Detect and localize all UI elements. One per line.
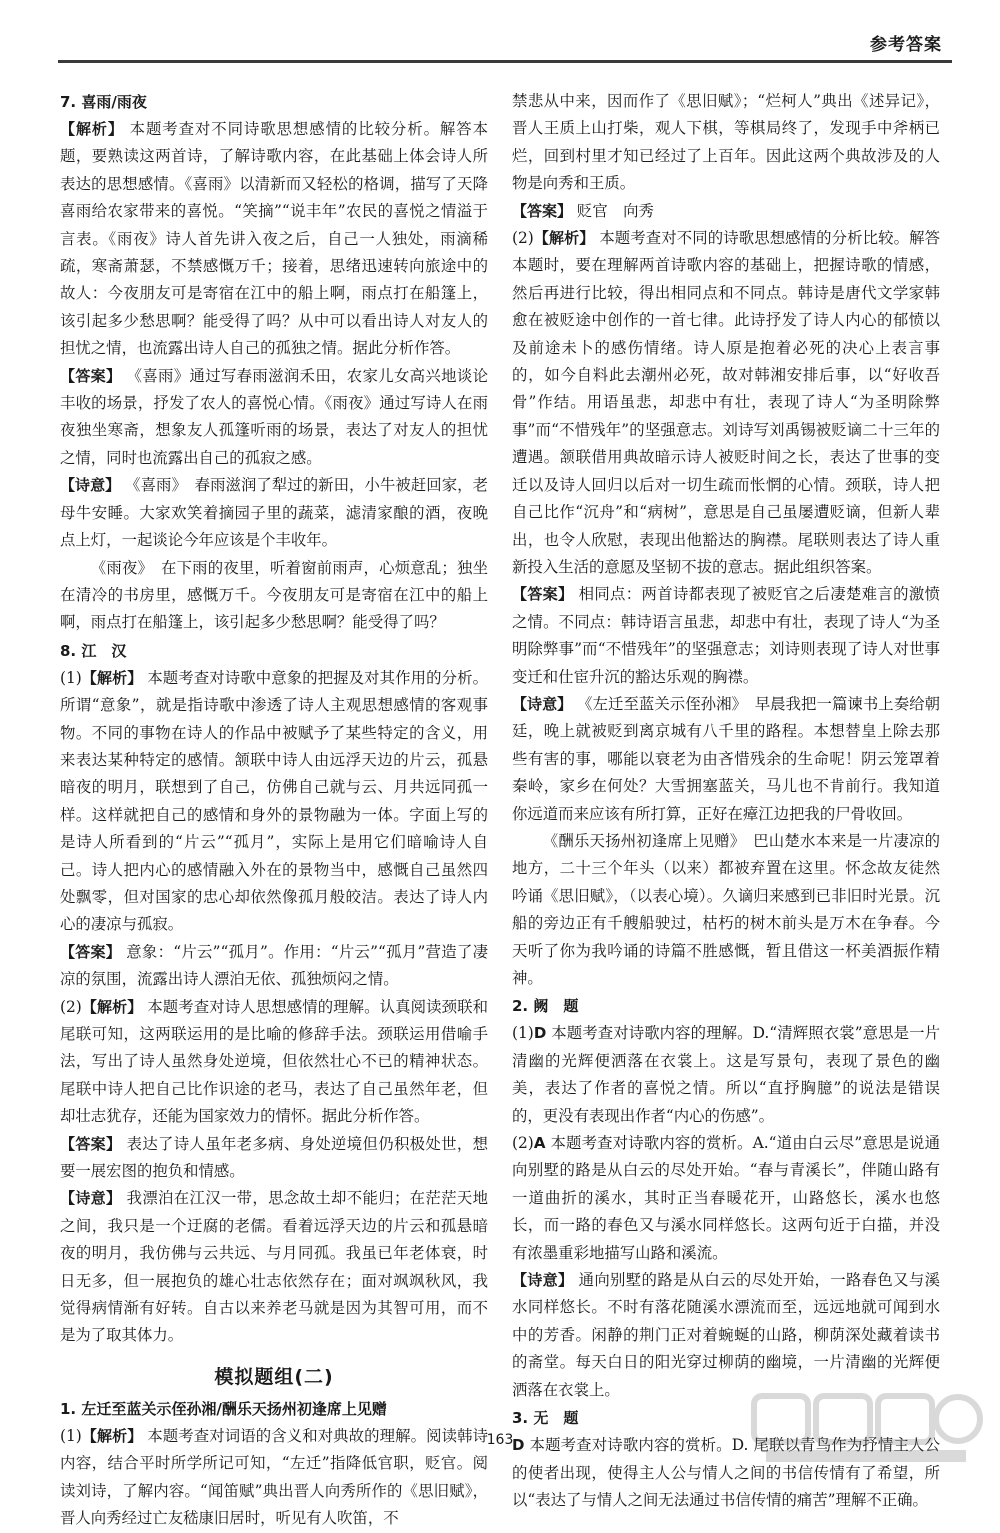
analysis-label: 【解析】	[81, 668, 143, 687]
q7-analysis: 【解析】 本题考查对不同诗歌思想感情的比较分析。解答本题，要熟读这两首诗，了解诗歌内容，在此基础上体会诗人所表达的思想感情。《喜雨》以清新而又轻松的格调，描写了天降喜雨给农家带来的喜悦。“笑摘”“说丰年”农民的喜悦之情溢于言表。《雨夜》诗人首先讲入夜之后，自己一人独处，雨滴稀疏，寒斋萧瑟，不禁感慨万千；接着，思绪迅速转向旅途中的故人：今夜朋友可是寄宿在江中的船上啊，雨点打在船篷上，该引起多少愁思啊？能受得了吗？从中可以看出诗人对友人的担忧之情，也流露出诗人自己的孤独之情。据此分析作答。	[60, 120, 488, 358]
section-title: 模拟题组(二)	[214, 1365, 334, 1388]
answer-label: 【答案】	[60, 942, 122, 961]
answer-label: 【答案】	[512, 201, 573, 220]
q7-answer: 【答案】 《喜雨》通过写春雨滋润禾田，农家儿女高兴地谈论丰收的场景，抒发了农人的喜悦心情。《雨夜》通过写诗人在雨夜独坐寒斋，想象友人孤篷听雨的场景，表达了对友人的担忧之情，同时也流露出自己的孤寂之感。	[60, 366, 488, 467]
q2-part-2: (2)A 本题考查对诗歌内容的赏析。A.“道由白云尽”意思是说通向别墅的路是从白云的尽处开始。“春与青溪长”，伴随山路有一道曲折的溪水，其时正当春暖花开，山路悠长，溪水也悠长，而一路的春色又与溪水同样悠长。这两句近于白描，并没有浓墨重彩地描写山路和溪流。	[512, 1134, 940, 1262]
q1-analysis-2: (2)【解析】 本题考查对不同的诗歌思想感情的分析比较。解答本题时，要在理解两首诗歌内容的基础上，把握诗歌的情感，然后再进行比较，得出相同点和不同点。韩诗是唐代文学家韩愈在被贬途中创作的一首七律。此诗抒发了诗人内心的郁愤以及前途未卜的感伤情绪。诗人原是抱着必死的决心上表言事的，如今自料此去潮州必死，故对韩湘安排后事，以“好收吾骨”作结。用语虽悲，却悲中有壮，表现了诗人“为圣明除弊事”而“不惜残年”的坚强意志。刘诗写刘禹锡被贬谪二十三年的遭遇。颔联借用典故暗示诗人被贬时间之长，表达了世事的变迁以及诗人回归以后对一切生疏而怅惘的心情。颈联，诗人把自己比作“沉舟”和“病树”，意思是自己虽屡遭贬谪，但新人辈出，也令人欣慰，表现出他豁达的胸襟。尾联则表达了诗人重新投入生活的意愿及坚韧不拔的意志。据此组织答案。	[512, 229, 940, 576]
q3-title: 3. 无 题	[512, 1409, 579, 1428]
q7-poem-meaning-2: 《雨夜》 在下雨的夜里，听着窗前雨声，心烦意乱；独坐在清冷的书房里，感慨万千。今夜朋友可是寄宿在江中的船上啊，雨点打在船篷上，该引起多少愁思啊？能受得了吗？	[60, 558, 488, 632]
analysis-label: 【解析】	[81, 1426, 143, 1445]
header-title: 参考答案	[870, 35, 942, 55]
q1-answer-1: 【答案】 贬官 向秀	[512, 201, 654, 220]
poem-meaning-label: 【诗意】	[60, 476, 121, 495]
q7-poem-meaning: 【诗意】 《喜雨》 春雨滋润了犁过的新田，小牛被赶回家，老母牛安睡。大家欢笑着摘园子里的蔬菜，滤清家酿的酒，夜晚点上灯，一起谈论今年应该是个丰收年。	[60, 476, 488, 550]
q3-part-1: D 本题考查对诗歌内容的赏析。D. 尾联以青鸟作为抒情主人公的使者出现，使得主人公与情人之间的书信传情有了希望，所以“表达了与情人之间无法通过书信传情的痛苦”理解不正确。	[512, 1436, 940, 1509]
q2-part-1: (1)D 本题考查对诗歌内容的理解。D.“清辉照衣裳”意思是一片清幽的光辉便洒落在衣裳上。这是写景句，表现了景色的幽美，表达了作者的喜悦之情。所以“直抒胸臆”的说法是错误的，更没有表现出作者“内心的伤感”。	[512, 1024, 940, 1125]
q8-analysis-2: (2)【解析】 本题考查对诗人思想感情的理解。认真阅读颈联和尾联可知，这两联运用的是比喻的修辞手法。颈联运用借喻手法，写出了诗人虽然身处逆境，但依然壮心不已的精神状态。尾联中诗人把自己比作识途的老马，表达了自己虽然年老，但却壮志犹存，还能为国家效力的情怀。据此分析作答。	[60, 997, 488, 1126]
left-column	[60, 88, 488, 1533]
q8-answer-2: 【答案】 表达了诗人虽年老多病、身处逆境但仍积极处世，想要一展宏图的抱负和情感。	[60, 1134, 488, 1181]
q1-title: 1. 左迁至蓝关示侄孙湘/酬乐天扬州初逢席上见赠	[60, 1399, 387, 1418]
answer-label: 【答案】	[60, 366, 122, 385]
analysis-label: 【解析】	[81, 997, 143, 1016]
poem-meaning-label: 【诗意】	[512, 1271, 574, 1290]
analysis-label: 【解析】	[533, 229, 595, 248]
q8-analysis-1: (1)【解析】 本题考查对诗歌中意象的把握及对其作用的分析。所谓“意象”，就是指诗歌中渗透了诗人主观思想感情的客观事物。不同的事物在诗人的作品中被赋予了某些特定的含义，用来表达某种特定的感情。颔联中诗人由远浮天边的片云，孤悬暗夜的明月，联想到了自己，仿佛自己就与云、月共远同孤一样。这样就把自己的感情和身外的景物融为一体。字面上写的是诗人所看到的“片云”“孤月”，实际上是用它们暗喻诗人自己。诗人把内心的感情融入外在的景物当中，感慨自己虽然四处飘零，但对国家的忠心却依然像孤月般皎洁。表达了诗人内心的凄凉与孤寂。	[60, 668, 488, 934]
page-number: 163	[486, 1432, 514, 1448]
q8-answer-1: 【答案】 意象：“片云”“孤月”。作用：“片云”“孤月”营造了凄凉的氛围，流露出诗人漂泊无依、孤独烦闷之情。	[60, 942, 488, 989]
q7-title: 7. 喜雨/雨夜	[60, 93, 147, 111]
q2-poem-meaning: 【诗意】 通向别墅的路是从白云的尽处开始，一路春色又与溪水同样悠长。不时有落花随溪水漂流而至，远远地就可闻到水中的芳香。闲静的荆门正对着蜿蜒的山路，柳荫深处藏着读书的斋堂。每天白日的阳光穿过柳荫的幽境，一片清幽的光辉便洒落在衣裳上。	[512, 1271, 940, 1399]
right-column	[512, 88, 940, 1514]
q8-poem-meaning: 【诗意】 我漂泊在江汉一带，思念故土却不能归；在茫茫天地之间，我只是一个迂腐的老儒。看着远浮天边的片云和孤悬暗夜的明月，我仿佛与云共远、与月同孤。我虽已年老体衰，时日无多，但一展抱负的雄心壮志依然存在；面对飒飒秋风，我觉得病情渐有好转。自古以来养老马就是因为其智可用，而不是为了取其体力。	[60, 1189, 488, 1345]
q1-poem-meaning-2: 《酬乐天扬州初逢席上见赠》 巴山楚水本来是一片凄凉的地方，二十三个年头（以来）都被弃置在这里。怀念故友徒然吟诵《思旧赋》，（以表心境）。久谪归来感到已非旧时光景。沉船的旁边正有千艘船驶过，枯朽的树木前头是万木在争春。今天听了你为我吟诵的诗篇不胜感慨，暂且借这一杯美酒振作精神。	[512, 831, 940, 987]
q1-analysis-1: (1)【解析】 本题考查对词语的含义和对典故的理解。阅读韩诗内容，结合平时所学所记可知，“左迁”指降低官职，贬官。阅读刘诗，了解内容。“闻笛赋”典出晋人向秀所作的《思旧赋》，晋人向秀经过亡友嵇康旧居时，听见有人吹笛，不	[60, 1426, 488, 1528]
q8-title: 8. 江 汉	[60, 641, 127, 660]
header-rule	[58, 60, 952, 63]
poem-meaning-label: 【诗意】	[60, 1189, 122, 1208]
q1-answer-2: 【答案】 相同点：两首诗都表现了被贬官之后凄楚难言的激愤之情。不同点：韩诗语言虽悲，却悲中有壮，表现了诗人“为圣明除弊事”而“不惜残年”的坚强意志；刘诗则表现了诗人对世事变迁和仕宦升沉的豁达乐观的胸襟。	[512, 585, 940, 686]
q1-poem-meaning: 【诗意】 《左迁至蓝关示侄孙湘》 早晨我把一篇谏书上奏给朝廷，晚上就被贬到离京城有八千里的路程。本想替皇上除去那些有害的事，哪能以衰老为由吝惜残余的生命呢！阴云笼罩着秦岭，家乡在何处？大雪拥塞蓝关，马儿也不肯前行。我知道你远道而来应该有所打算，正好在瘴江边把我的尸骨收回。	[512, 694, 940, 823]
analysis-label: 【解析】	[60, 120, 124, 138]
q1-analysis-1-cont: 禁悲从中来，因而作了《思旧赋》；“烂柯人”典出《述异记》，晋人王质上山打柴，观人下棋，等棋局终了，发现手中斧柄已烂，回到村里才知已经过了上百年。因此这两个典故涉及的人物是向秀和王质。	[512, 92, 940, 193]
poem-meaning-label: 【诗意】	[512, 694, 573, 713]
answer-choice: D	[512, 1436, 525, 1455]
answer-choice: A	[533, 1134, 546, 1153]
q2-title: 2. 阙 题	[512, 997, 579, 1016]
answer-label: 【答案】	[60, 1134, 122, 1153]
answer-label: 【答案】	[512, 585, 574, 604]
watermark-logo	[746, 1388, 986, 1468]
answer-choice: D	[533, 1024, 547, 1043]
